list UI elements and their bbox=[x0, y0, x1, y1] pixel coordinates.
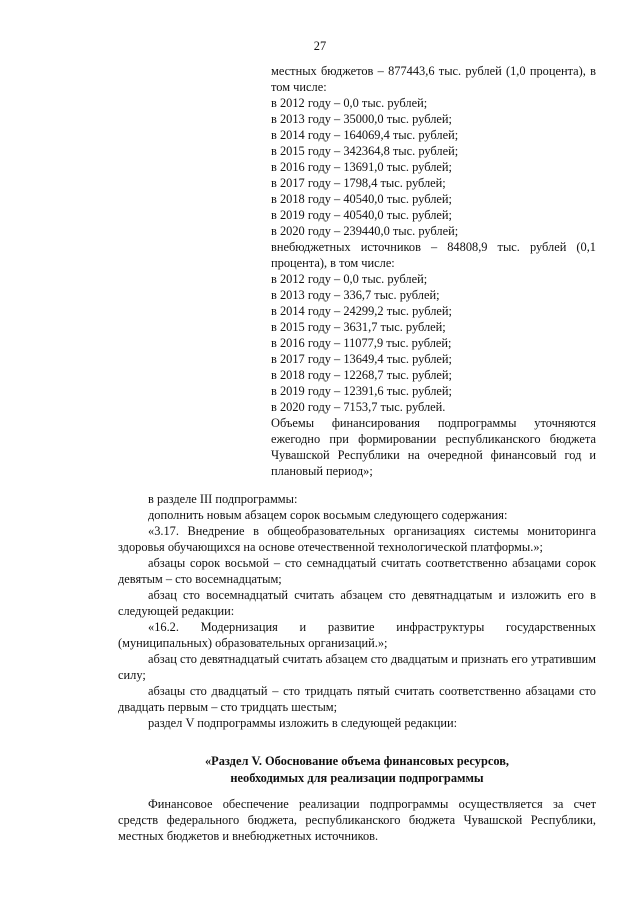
body-paragraph: «3.17. Внедрение в общеобразовательных организациях системы мониторинга здоровья обучающихся на основе отечественной технологической платформы.»; bbox=[118, 524, 596, 554]
local-year-line: в 2019 году – 40540,0 тыс. рублей; bbox=[271, 208, 452, 222]
funding-block bbox=[271, 63, 596, 479]
extrabudget-year-line: в 2014 году – 24299,2 тыс. рублей; bbox=[271, 304, 452, 318]
local-year-line: в 2015 году – 342364,8 тыс. рублей; bbox=[271, 144, 459, 158]
final-paragraph: Финансовое обеспечение реализации подпрограммы осуществляется за счет средств федерального бюджета, республиканского бюджета Чувашской Республики, местных бюджетов и внебюджетных источников. bbox=[118, 797, 596, 843]
local-year-line: в 2014 году – 164069,4 тыс. рублей; bbox=[271, 128, 459, 142]
extrabudget-year-line: в 2019 году – 12391,6 тыс. рублей; bbox=[271, 384, 452, 398]
extrabudget-year-line: в 2016 году – 11077,9 тыс. рублей; bbox=[271, 336, 452, 350]
body-paragraph: абзацы сто двадцатый – сто тридцать пятый считать соответственно абзацами сто двадцать первым – сто тридцать шестым; bbox=[118, 684, 596, 714]
extrabudget-year-line: в 2020 году – 7153,7 тыс. рублей. bbox=[271, 400, 446, 414]
local-year-line: в 2017 году – 1798,4 тыс. рублей; bbox=[271, 176, 446, 190]
section-heading bbox=[118, 753, 596, 787]
final-paragraph-block bbox=[118, 796, 596, 844]
page-number: 27 bbox=[313, 39, 327, 53]
body-paragraph: «16.2. Модернизация и развитие инфраструктуры государственных (муниципальных) образовательных организаций.»; bbox=[118, 620, 596, 650]
extrabudget-year-line: в 2013 году – 336,7 тыс. рублей; bbox=[271, 288, 440, 302]
section-heading-line: необходимых для реализации подпрограммы bbox=[230, 771, 484, 785]
extrabudget-year-line: в 2017 году – 13649,4 тыс. рублей; bbox=[271, 352, 452, 366]
local-budget-intro: местных бюджетов – 877443,6 тыс. рублей (1,0 процента), в том числе: bbox=[271, 64, 596, 94]
extrabudget-year-line: в 2012 году – 0,0 тыс. рублей; bbox=[271, 272, 428, 286]
local-year-line: в 2012 году – 0,0 тыс. рублей; bbox=[271, 96, 428, 110]
body-paragraph: абзацы сорок восьмой – сто семнадцатый считать соответственно абзацами сорок девятым – сто восемнадцатым; bbox=[118, 556, 596, 586]
local-year-line: в 2013 году – 35000,0 тыс. рублей; bbox=[271, 112, 452, 126]
local-year-line: в 2020 году – 239440,0 тыс. рублей; bbox=[271, 224, 459, 238]
body-paragraph: раздел V подпрограммы изложить в следующей редакции: bbox=[148, 716, 458, 730]
funding-closing-note: Объемы финансирования подпрограммы уточняются ежегодно при формировании республиканского бюджета Чувашской Республики на очередной финансовый год и плановый период»; bbox=[271, 416, 596, 478]
local-year-line: в 2018 году – 40540,0 тыс. рублей; bbox=[271, 192, 452, 206]
extrabudget-year-line: в 2018 году – 12268,7 тыс. рублей; bbox=[271, 368, 452, 382]
extrabudget-year-line: в 2015 году – 3631,7 тыс. рублей; bbox=[271, 320, 446, 334]
body-paragraph: абзац сто восемнадцатый считать абзацем сто девятнадцатым и изложить его в следующей редакции: bbox=[118, 588, 596, 618]
amendment-text bbox=[118, 491, 596, 731]
body-paragraph: в разделе III подпрограммы: bbox=[148, 492, 298, 506]
body-paragraph: дополнить новым абзацем сорок восьмым следующего содержания: bbox=[148, 508, 508, 522]
body-paragraph: абзац сто девятнадцатый считать абзацем сто двадцатым и признать его утратившим силу; bbox=[118, 652, 596, 682]
extrabudget-intro: внебюджетных источников – 84808,9 тыс. рублей (0,1 процента), в том числе: bbox=[271, 240, 596, 270]
local-year-line: в 2016 году – 13691,0 тыс. рублей; bbox=[271, 160, 452, 174]
section-heading-line: «Раздел V. Обоснование объема финансовых ресурсов, bbox=[204, 754, 510, 768]
